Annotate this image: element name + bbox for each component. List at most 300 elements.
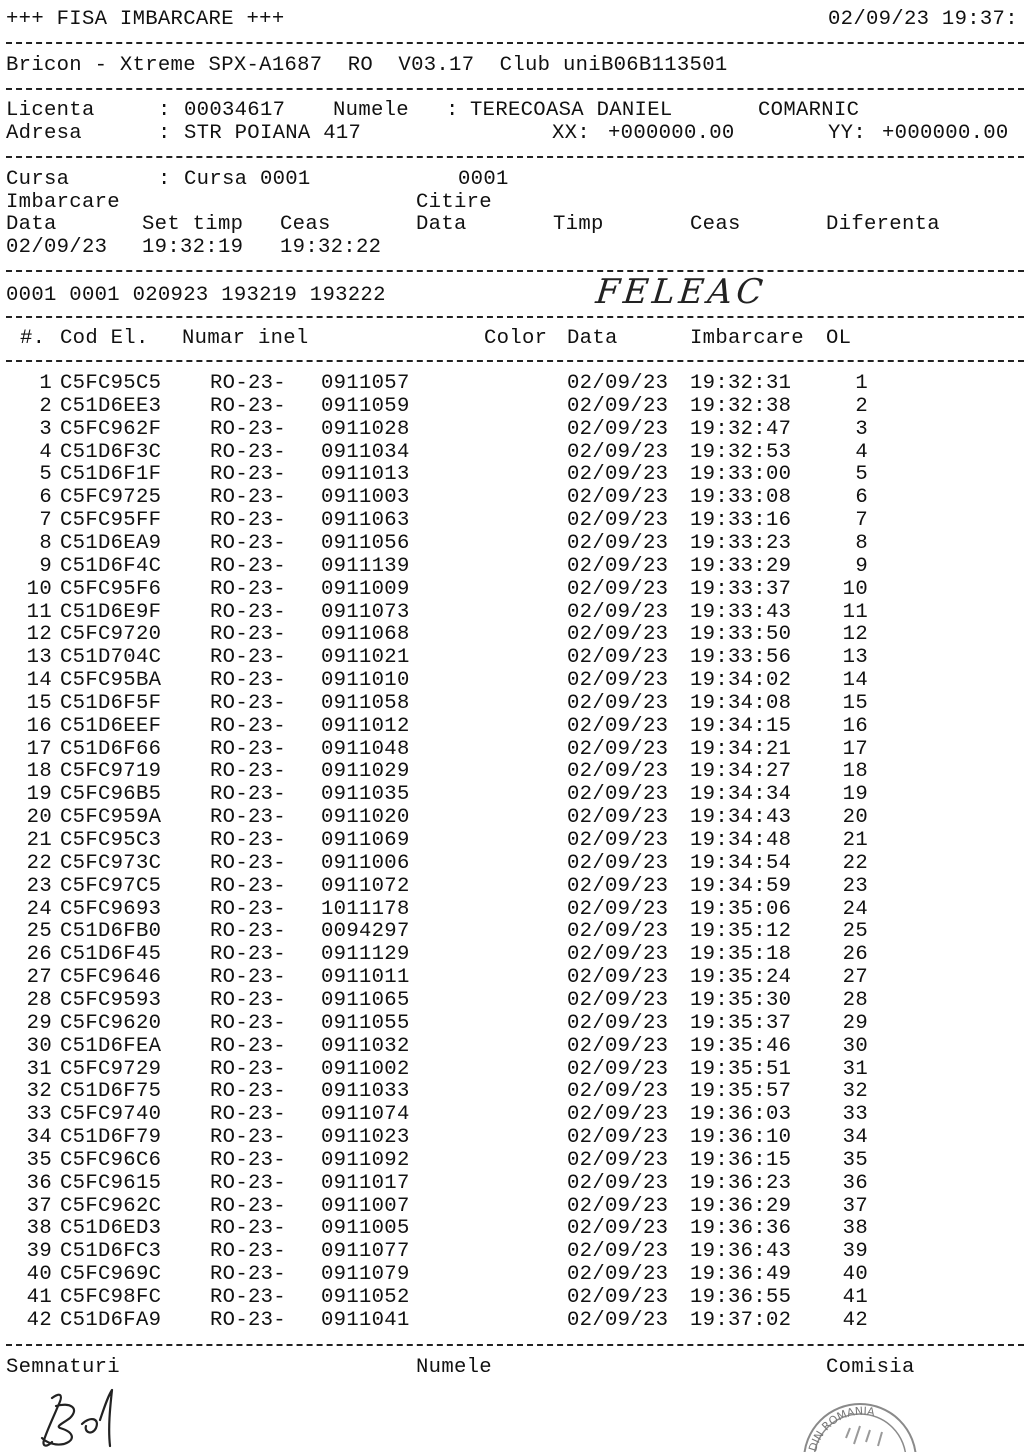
row-data: 02/09/23	[567, 463, 669, 487]
row-data: 02/09/23	[567, 646, 669, 670]
row-ora: 19:35:12	[690, 920, 792, 944]
row-ring-number: 0911073	[321, 600, 410, 624]
row-ring-number: 0911017	[321, 1171, 410, 1195]
row-ora: 19:34:59	[690, 874, 792, 898]
yy-label: YY:	[828, 122, 866, 145]
row-ring-prefix: RO-23-	[210, 1057, 286, 1081]
row-ring-number: 0911055	[321, 1011, 410, 1035]
row-data: 02/09/23	[567, 874, 669, 898]
row-ol: 6	[855, 486, 868, 510]
row-ring-number: 0911034	[321, 440, 410, 464]
adresa-value: STR POIANA 417	[184, 122, 362, 145]
row-ol: 17	[842, 737, 868, 761]
row-ora: 19:33:29	[690, 554, 792, 578]
imbarcare-ceas: 19:32:22	[280, 236, 382, 259]
colon: :	[158, 99, 171, 122]
cursa-label: Cursa	[6, 168, 70, 191]
row-nr: 28	[26, 988, 52, 1012]
localitate-value: COMARNIC	[758, 99, 860, 122]
row-ring-number: 0911048	[321, 737, 410, 761]
row-ol: 34	[842, 1126, 868, 1150]
row-nr: 4	[39, 440, 52, 464]
row-ring-prefix: RO-23-	[210, 440, 286, 464]
row-ring-number: 0911068	[321, 623, 410, 647]
row-ring-number: 0911033	[321, 1080, 410, 1104]
row-ol: 19	[842, 783, 868, 807]
row-nr: 10	[26, 577, 52, 601]
row-ol: 18	[842, 760, 868, 784]
row-nr: 32	[26, 1080, 52, 1104]
row-nr: 24	[26, 897, 52, 921]
row-ring-prefix: RO-23-	[210, 1263, 286, 1287]
row-ol: 23	[842, 874, 868, 898]
th-ol: OL	[826, 327, 852, 350]
row-data: 02/09/23	[567, 943, 669, 967]
row-ol: 2	[855, 394, 868, 418]
row-ora: 19:33:23	[690, 531, 792, 555]
row-data: 02/09/23	[567, 1217, 669, 1241]
row-ring-number: 0911009	[321, 577, 410, 601]
row-data: 02/09/23	[567, 1148, 669, 1172]
row-data: 02/09/23	[567, 417, 669, 441]
row-cod: C5FC969C	[60, 1263, 162, 1287]
row-ring-number: 0911002	[321, 1057, 410, 1081]
row-data: 02/09/23	[567, 783, 669, 807]
footer-comisia: Comisia	[826, 1356, 915, 1379]
handwritten-location: FELEAC	[593, 272, 769, 312]
row-ol: 5	[855, 463, 868, 487]
row-nr: 42	[26, 1308, 52, 1332]
row-ol: 42	[842, 1308, 868, 1332]
row-ora: 19:35:37	[690, 1011, 792, 1035]
row-ring-prefix: RO-23-	[210, 1011, 286, 1035]
row-ol: 24	[842, 897, 868, 921]
row-ring-number: 0911041	[321, 1308, 410, 1332]
row-ora: 19:35:30	[690, 988, 792, 1012]
row-nr: 21	[26, 829, 52, 852]
row-data: 02/09/23	[567, 372, 669, 395]
row-nr: 19	[26, 783, 52, 807]
row-nr: 12	[26, 623, 52, 647]
row-ring-prefix: RO-23-	[210, 806, 286, 830]
row-ring-number: 0911052	[321, 1286, 410, 1309]
col-ceas: Ceas	[280, 213, 331, 236]
row-data: 02/09/23	[567, 760, 669, 784]
row-nr: 33	[26, 1103, 52, 1127]
row-ora: 19:36:10	[690, 1126, 792, 1150]
row-nr: 22	[26, 851, 52, 875]
footer-semnaturi: Semnaturi	[6, 1356, 120, 1379]
row-data: 02/09/23	[567, 1034, 669, 1058]
row-data: 02/09/23	[567, 1286, 669, 1309]
row-cod: C51D6F45	[60, 943, 162, 967]
row-data: 02/09/23	[567, 1240, 669, 1264]
row-ring-number: 0911057	[321, 372, 410, 395]
col-citire-ceas: Ceas	[690, 213, 741, 236]
row-ring-number: 0911074	[321, 1103, 410, 1127]
row-ora: 19:34:21	[690, 737, 792, 761]
row-ora: 19:33:00	[690, 463, 792, 487]
row-cod: C5FC9719	[60, 760, 162, 784]
row-cod: C51D6EA9	[60, 531, 162, 555]
separator	[6, 42, 1024, 44]
row-nr: 7	[39, 509, 52, 533]
citire-label: Citire	[416, 191, 492, 214]
th-imbarcare: Imbarcare	[690, 327, 804, 350]
row-ring-number: 0911056	[321, 531, 410, 555]
official-stamp	[786, 1398, 926, 1452]
col-set-timp: Set timp	[142, 213, 244, 236]
row-nr: 38	[26, 1217, 52, 1241]
row-ol: 20	[842, 806, 868, 830]
th-data: Data	[567, 327, 618, 350]
numele-value: TERECOASA DANIEL	[470, 99, 673, 122]
row-ring-prefix: RO-23-	[210, 1148, 286, 1172]
row-cod: C51D6ED3	[60, 1217, 162, 1241]
row-ol: 27	[842, 966, 868, 990]
row-nr: 23	[26, 874, 52, 898]
xx-value: +000000.00	[608, 122, 735, 145]
separator	[6, 156, 1024, 158]
row-cod: C51D6F4C	[60, 554, 162, 578]
row-ora: 19:36:03	[690, 1103, 792, 1127]
row-ora: 19:35:57	[690, 1080, 792, 1104]
row-data: 02/09/23	[567, 897, 669, 921]
row-cod: C51D6F75	[60, 1080, 162, 1104]
separator	[6, 88, 1024, 90]
licenta-label: Licenta	[6, 99, 95, 122]
row-ring-number: 0911007	[321, 1194, 410, 1218]
row-nr: 40	[26, 1263, 52, 1287]
row-ol: 22	[842, 851, 868, 875]
row-data: 02/09/23	[567, 737, 669, 761]
row-ring-prefix: RO-23-	[210, 966, 286, 990]
colon: :	[446, 99, 459, 122]
row-ol: 30	[842, 1034, 868, 1058]
row-nr: 29	[26, 1011, 52, 1035]
row-cod: C5FC9593	[60, 988, 162, 1012]
device-line: Bricon - Xtreme SPX-A1687 RO V03.17 Club uniB06B113501	[6, 54, 728, 77]
row-nr: 31	[26, 1057, 52, 1081]
row-ora: 19:33:50	[690, 623, 792, 647]
row-cod: C51D6FA9	[60, 1308, 162, 1332]
row-ora: 19:34:43	[690, 806, 792, 830]
summary-line: 0001 0001 020923 193219 193222	[6, 284, 386, 307]
row-ol: 13	[842, 646, 868, 670]
row-ring-prefix: RO-23-	[210, 394, 286, 418]
row-ring-number: 0911028	[321, 417, 410, 441]
row-ol: 32	[842, 1080, 868, 1104]
row-ring-number: 1011178	[321, 897, 410, 921]
th-nr: #.	[20, 327, 46, 350]
row-data: 02/09/23	[567, 1126, 669, 1150]
imbarcare-label: Imbarcare	[6, 191, 120, 214]
signature	[30, 1388, 140, 1450]
imbarcare-data: 02/09/23	[6, 236, 108, 259]
row-data: 02/09/23	[567, 851, 669, 875]
row-data: 02/09/23	[567, 531, 669, 555]
row-ring-prefix: RO-23-	[210, 851, 286, 875]
row-data: 02/09/23	[567, 988, 669, 1012]
row-cod: C5FC973C	[60, 851, 162, 875]
row-ring-prefix: RO-23-	[210, 486, 286, 510]
row-ol: 31	[842, 1057, 868, 1081]
colon: :	[158, 168, 171, 191]
row-data: 02/09/23	[567, 1171, 669, 1195]
row-nr: 35	[26, 1148, 52, 1172]
row-ring-prefix: RO-23-	[210, 1034, 286, 1058]
row-ora: 19:36:43	[690, 1240, 792, 1264]
row-nr: 9	[39, 554, 52, 578]
row-ring-number: 0911139	[321, 554, 410, 578]
row-ol: 8	[855, 531, 868, 555]
row-nr: 5	[39, 463, 52, 487]
row-cod: C5FC962C	[60, 1194, 162, 1218]
row-ring-number: 0911011	[321, 966, 410, 990]
row-cod: C51D6F79	[60, 1126, 162, 1150]
th-cod: Cod El.	[60, 327, 149, 350]
row-ol: 40	[842, 1263, 868, 1287]
row-ring-prefix: RO-23-	[210, 554, 286, 578]
row-data: 02/09/23	[567, 1080, 669, 1104]
row-ring-number: 0911079	[321, 1263, 410, 1287]
row-nr: 39	[26, 1240, 52, 1264]
row-ora: 19:36:23	[690, 1171, 792, 1195]
row-cod: C5FC9729	[60, 1057, 162, 1081]
row-ring-prefix: RO-23-	[210, 760, 286, 784]
row-ora: 19:36:36	[690, 1217, 792, 1241]
row-cod: C51D6FB0	[60, 920, 162, 944]
row-ring-prefix: RO-23-	[210, 1240, 286, 1264]
row-cod: C51D6F3C	[60, 440, 162, 464]
row-ol: 15	[842, 691, 868, 715]
row-ring-prefix: RO-23-	[210, 897, 286, 921]
row-ring-number: 0911029	[321, 760, 410, 784]
row-ring-number: 0911021	[321, 646, 410, 670]
row-data: 02/09/23	[567, 623, 669, 647]
row-ring-prefix: RO-23-	[210, 691, 286, 715]
row-cod: C5FC95FF	[60, 509, 162, 533]
row-nr: 11	[26, 600, 52, 624]
cursa-code: 0001	[458, 168, 509, 191]
row-ring-prefix: RO-23-	[210, 714, 286, 738]
row-ol: 35	[842, 1148, 868, 1172]
row-ring-number: 0911063	[321, 509, 410, 533]
row-ora: 19:34:15	[690, 714, 792, 738]
row-cod: C5FC97C5	[60, 874, 162, 898]
row-ora: 19:35:18	[690, 943, 792, 967]
col-citire-data: Data	[416, 213, 467, 236]
row-ring-number: 0911065	[321, 988, 410, 1012]
row-nr: 15	[26, 691, 52, 715]
page-title: +++ FISA IMBARCARE +++	[6, 8, 285, 31]
row-ring-prefix: RO-23-	[210, 463, 286, 487]
row-ol: 3	[855, 417, 868, 441]
row-nr: 17	[26, 737, 52, 761]
row-data: 02/09/23	[567, 806, 669, 830]
row-ol: 7	[855, 509, 868, 533]
row-cod: C5FC9693	[60, 897, 162, 921]
row-ol: 14	[842, 669, 868, 693]
row-ol: 39	[842, 1240, 868, 1264]
row-ring-prefix: RO-23-	[210, 874, 286, 898]
row-nr: 14	[26, 669, 52, 693]
row-nr: 6	[39, 486, 52, 510]
footer-numele: Numele	[416, 1356, 492, 1379]
row-ora: 19:34:08	[690, 691, 792, 715]
row-ring-prefix: RO-23-	[210, 737, 286, 761]
adresa-label: Adresa	[6, 122, 82, 145]
separator	[6, 316, 1024, 318]
row-nr: 30	[26, 1034, 52, 1058]
row-ol: 29	[842, 1011, 868, 1035]
row-ring-number: 0911035	[321, 783, 410, 807]
row-ring-prefix: RO-23-	[210, 372, 286, 395]
row-cod: C51D6EE3	[60, 394, 162, 418]
row-ring-prefix: RO-23-	[210, 783, 286, 807]
row-ora: 19:35:46	[690, 1034, 792, 1058]
row-ora: 19:33:43	[690, 600, 792, 624]
row-data: 02/09/23	[567, 1194, 669, 1218]
row-ol: 41	[842, 1286, 868, 1309]
row-nr: 25	[26, 920, 52, 944]
row-ora: 19:33:08	[690, 486, 792, 510]
row-ring-prefix: RO-23-	[210, 1103, 286, 1127]
row-ring-prefix: RO-23-	[210, 531, 286, 555]
row-ol: 10	[842, 577, 868, 601]
row-cod: C5FC95BA	[60, 669, 162, 693]
row-ring-number: 0911013	[321, 463, 410, 487]
numele-label: Numele	[333, 99, 409, 122]
separator	[6, 1344, 1024, 1346]
row-data: 02/09/23	[567, 1011, 669, 1035]
row-ol: 38	[842, 1217, 868, 1241]
row-data: 02/09/23	[567, 966, 669, 990]
row-ring-number: 0911072	[321, 874, 410, 898]
row-ol: 4	[855, 440, 868, 464]
row-ora: 19:34:02	[690, 669, 792, 693]
row-data: 02/09/23	[567, 600, 669, 624]
row-ring-number: 0911012	[321, 714, 410, 738]
row-ora: 19:34:48	[690, 829, 792, 852]
row-ring-prefix: RO-23-	[210, 1126, 286, 1150]
row-ora: 19:36:49	[690, 1263, 792, 1287]
row-ora: 19:37:02	[690, 1308, 792, 1332]
row-cod: C5FC96B5	[60, 783, 162, 807]
row-ring-number: 0911129	[321, 943, 410, 967]
row-data: 02/09/23	[567, 577, 669, 601]
row-nr: 1	[39, 372, 52, 395]
row-cod: C51D6FEA	[60, 1034, 162, 1058]
row-cod: C51D6EEF	[60, 714, 162, 738]
row-cod: C5FC95F6	[60, 577, 162, 601]
row-ora: 19:35:51	[690, 1057, 792, 1081]
row-ol: 21	[842, 829, 868, 852]
row-ol: 28	[842, 988, 868, 1012]
row-ring-prefix: RO-23-	[210, 988, 286, 1012]
row-ring-prefix: RO-23-	[210, 646, 286, 670]
cursa-value: Cursa 0001	[184, 168, 311, 191]
row-nr: 37	[26, 1194, 52, 1218]
th-color: Color	[484, 327, 548, 350]
row-ring-number: 0911059	[321, 394, 410, 418]
row-nr: 3	[39, 417, 52, 441]
row-data: 02/09/23	[567, 1263, 669, 1287]
separator	[6, 360, 1024, 362]
row-ora: 19:32:53	[690, 440, 792, 464]
row-ring-prefix: RO-23-	[210, 600, 286, 624]
imbarcare-set-timp: 19:32:19	[142, 236, 244, 259]
row-ring-number: 0911006	[321, 851, 410, 875]
row-ring-prefix: RO-23-	[210, 920, 286, 944]
row-ring-number: 0911005	[321, 1217, 410, 1241]
row-data: 02/09/23	[567, 669, 669, 693]
row-ora: 19:32:31	[690, 372, 792, 395]
row-ring-number: 0911010	[321, 669, 410, 693]
row-data: 02/09/23	[567, 1308, 669, 1332]
row-ora: 19:33:56	[690, 646, 792, 670]
row-cod: C5FC9620	[60, 1011, 162, 1035]
row-ring-number: 0911058	[321, 691, 410, 715]
row-cod: C5FC9725	[60, 486, 162, 510]
row-nr: 27	[26, 966, 52, 990]
row-data: 02/09/23	[567, 1103, 669, 1127]
row-ora: 19:35:24	[690, 966, 792, 990]
row-ring-number: 0911020	[321, 806, 410, 830]
row-cod: C5FC962F	[60, 417, 162, 441]
row-cod: C5FC9740	[60, 1103, 162, 1127]
row-ring-number: 0094297	[321, 920, 410, 944]
row-ora: 19:32:47	[690, 417, 792, 441]
row-ring-number: 0911003	[321, 486, 410, 510]
yy-value: +000000.00	[882, 122, 1009, 145]
row-ol: 1	[855, 372, 868, 395]
colon: :	[158, 122, 171, 145]
row-ora: 19:32:38	[690, 394, 792, 418]
row-cod: C5FC9646	[60, 966, 162, 990]
row-ora: 19:34:34	[690, 783, 792, 807]
row-ol: 33	[842, 1103, 868, 1127]
row-ring-prefix: RO-23-	[210, 1217, 286, 1241]
row-ora: 19:36:15	[690, 1148, 792, 1172]
row-data: 02/09/23	[567, 1057, 669, 1081]
row-ring-number: 0911069	[321, 829, 410, 852]
row-ring-prefix: RO-23-	[210, 1194, 286, 1218]
row-data: 02/09/23	[567, 691, 669, 715]
row-cod: C51D6FC3	[60, 1240, 162, 1264]
row-ring-number: 0911032	[321, 1034, 410, 1058]
xx-label: XX:	[552, 122, 590, 145]
row-ring-number: 0911023	[321, 1126, 410, 1150]
row-nr: 16	[26, 714, 52, 738]
row-ring-prefix: RO-23-	[210, 1080, 286, 1104]
row-cod: C51D6F5F	[60, 691, 162, 715]
row-ol: 25	[842, 920, 868, 944]
row-ol: 12	[842, 623, 868, 647]
row-ol: 36	[842, 1171, 868, 1195]
row-nr: 26	[26, 943, 52, 967]
row-ring-prefix: RO-23-	[210, 1286, 286, 1309]
svg-text:DIN ROMANIA	[806, 1404, 876, 1452]
row-ring-prefix: RO-23-	[210, 417, 286, 441]
stamp-text: DIN ROMANIA	[806, 1404, 876, 1452]
row-ora: 19:34:27	[690, 760, 792, 784]
row-nr: 41	[26, 1286, 52, 1309]
row-ora: 19:34:54	[690, 851, 792, 875]
row-cod: C51D704C	[60, 646, 162, 670]
row-data: 02/09/23	[567, 554, 669, 578]
th-numar: Numar inel	[182, 327, 309, 350]
